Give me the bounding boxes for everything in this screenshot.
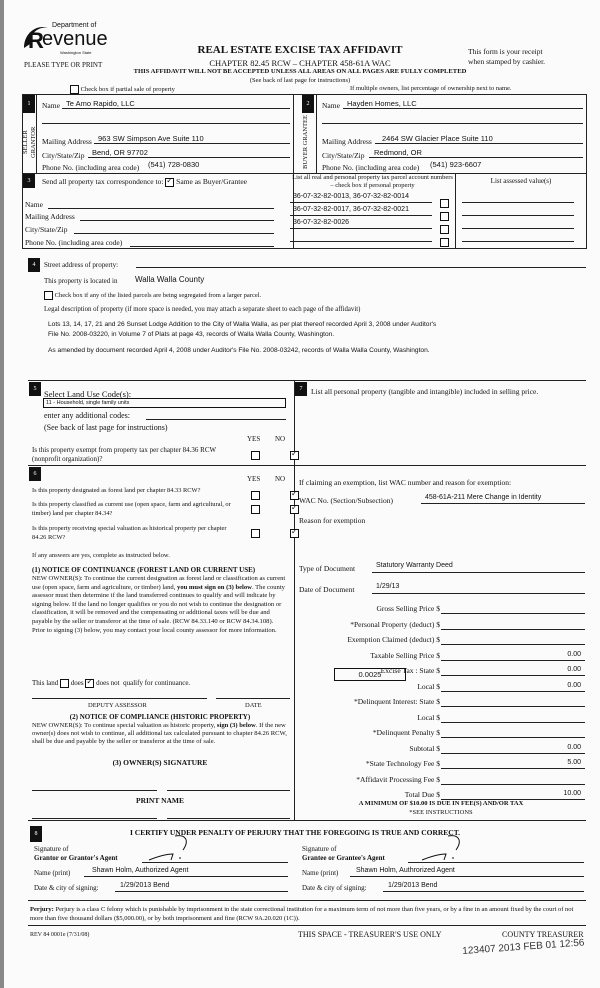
grantee-date-line [383, 891, 584, 892]
please-type: PLEASE TYPE OR PRINT [24, 61, 103, 69]
fee-line [441, 784, 585, 785]
logo-state: Washington State [60, 50, 92, 55]
fee-value[interactable]: 0.00 [567, 682, 581, 689]
perjury-text: Perjury is a class C felony which is punishable by imprisonment in the state correctional institution for a maximum term of not more than five years, or by a fine in an amount fixed by the court of not more than five thousand dollars ($5,000.00), or by both imprisonment and fine (RCW 9A.20.020 (1C)). [30, 906, 574, 922]
fee-value[interactable]: 0.00 [567, 744, 581, 751]
seller-name-label: Name [42, 101, 60, 110]
assessed-value-line[interactable] [462, 215, 574, 216]
partial-sale-row [70, 85, 175, 94]
sec7-bottom-rule [294, 465, 586, 466]
fee-line [441, 644, 585, 645]
grantee-name-line [350, 876, 584, 877]
street-label: Street address of property: [44, 261, 119, 269]
buyer-city-value[interactable]: Redmond, OR [374, 148, 422, 157]
grantee-sig-line[interactable] [408, 862, 584, 863]
buyer-city-label: City/State/Zip [322, 151, 365, 160]
grantee-date-label: Date & city of signing: [302, 884, 367, 892]
grantor-date-label: Date & city of signing: [34, 884, 99, 892]
seller-side-label: SELLER GRANTOR [22, 126, 37, 159]
section-2-badge: 2 [302, 95, 314, 113]
fee-label: Taxable Selling Price $ [370, 651, 440, 660]
grantor-name-line [84, 876, 288, 877]
if-yes-note: If any answers are yes, complete as instructed below. [32, 552, 170, 559]
land-use-value: 11 - Household, single family units [46, 400, 130, 406]
logo-word: evenue [42, 28, 108, 50]
fee-label: *State Technology Fee $ [365, 759, 440, 768]
grantor-date-line [115, 891, 288, 892]
exempt-no-checkbox[interactable] [290, 451, 299, 460]
fee-value[interactable]: 10.00 [563, 790, 581, 797]
grantee-sig-label-2: Grantee or Grantee's Agent [302, 854, 385, 862]
assessed-value-line[interactable] [462, 241, 574, 242]
print-name-line-2[interactable] [167, 818, 290, 819]
corr-city-line[interactable] [74, 233, 274, 234]
correspondence-row [42, 177, 247, 187]
correspondence-label: Send all property tax correspondence to: [42, 177, 164, 186]
buyer-address-value[interactable]: 2464 SW Glacier Place Suite 110 [382, 134, 493, 143]
segregated-row [44, 291, 261, 300]
seller-address-label: Mailing Address [42, 137, 92, 146]
owner-signature-label: (3) OWNER(S) SIGNATURE [112, 758, 208, 767]
segregated-checkbox[interactable] [44, 291, 53, 300]
grantee-name-value[interactable]: Shawn Holm, Authrorized Agent [356, 867, 455, 874]
doc-type-line [372, 572, 585, 573]
notice2-body [32, 722, 288, 746]
does-checkbox[interactable] [60, 679, 69, 688]
see-back-label: (See back of last page for instructions) [44, 423, 168, 432]
fee-line [441, 753, 585, 754]
section-7-badge: 7 [295, 382, 307, 396]
receipt-note-1: This form is your receipt [468, 47, 543, 56]
buyer-address-label: Mailing Address [322, 137, 372, 146]
doc-date-value[interactable]: 1/29/13 [376, 583, 400, 590]
grantor-name-label: Name (print) [34, 869, 71, 877]
partial-sale-label: Check box if partial sale of property [80, 85, 175, 93]
parcel-number-line [290, 228, 432, 229]
grantee-name-label: Name (print) [302, 869, 339, 877]
parcel-number[interactable]: 36-07-32-82-0026 [293, 219, 350, 226]
fee-label: Local $ [417, 713, 440, 722]
perjury-note [30, 905, 586, 923]
corr-address-line[interactable] [80, 220, 274, 221]
notice2-text-b: . If the new owner(s) does not wish to continue, all additional tax calculated pursuant to chapter 84.26 RCW, shall be due and payable by the seller or transferor at the time of sale. [32, 722, 287, 745]
doc-type-value[interactable]: Statutory Warranty Deed [376, 562, 453, 569]
personal-property-label: List all personal property (tangible and intangible) included in selling price. [311, 387, 539, 396]
parcel-number-line [290, 215, 432, 216]
form-subtitle: CHAPTER 82.45 RCW – CHAPTER 458-61A WAC [209, 58, 391, 68]
deputy-assessor-label: DEPUTY ASSESSOR [88, 702, 147, 709]
dor-logo [18, 14, 108, 58]
buyer-name-label: Name [322, 101, 340, 110]
seller-phone-value[interactable]: (541) 728-0830 [148, 160, 200, 169]
fee-label: Excise Tax : State $ [380, 666, 440, 675]
street-address-line[interactable] [136, 267, 586, 268]
section-3-badge: 3 [23, 174, 35, 188]
sec6-yes-checkbox[interactable] [251, 491, 260, 500]
owner-sig-line-1[interactable] [32, 790, 157, 791]
assessed-header: List assessed value(s) [490, 177, 552, 185]
buyer-name-value[interactable]: Hayden Homes, LLC [347, 99, 417, 108]
personal-property-checkbox[interactable] [440, 199, 449, 208]
sec6-no-checkbox[interactable] [290, 491, 299, 500]
personal-property-checkbox[interactable] [440, 238, 449, 247]
land-use-label: Select Land Use Code(s): [44, 389, 132, 399]
sec6-question-text: Is this property designated as forest land per chapter 84.33 RCW? [32, 487, 201, 494]
grantor-name-value[interactable]: Shawn Holm, Authorized Agent [92, 867, 189, 874]
instructions-line: (See back of last page for instructions) [249, 77, 351, 84]
notice2-text-a: NEW OWNER(S): To continue special valuation as historic property, [32, 722, 216, 729]
sec6-question-text: Is this property classified as current use (open space, farm and agricultural, or timber) land per chapter 84.34? [32, 501, 231, 517]
logo-initial: R [28, 28, 44, 53]
fee-label: Exemption Claimed (deduct) $ [347, 635, 440, 644]
grantee-signature-icon [418, 832, 468, 862]
same-as-buyer-label: Same as Buyer/Grantee [176, 177, 247, 186]
this-land-label: This land [32, 679, 59, 688]
seller-name-value[interactable]: Te Amo Rapido, LLC [66, 99, 135, 108]
buyer-address-line [375, 143, 583, 144]
scan-edge [0, 0, 4, 988]
notice1-text-b: . The county assessor must then determine if the land transferred continues to qualify and will indicate by signing below. If the land no longer qualifies or you do not wish to continue the designation or classification, it will be removed and the compensating or additional taxes will be due and payable by the seller or transferor at the time of sale. (RCW 84.33.140 or RCW 84.34.108). Prior to signing (3) below, you may contact your local county assessor for more information. [32, 583, 285, 634]
seller-city-label: City/State/Zip [42, 151, 85, 160]
sec6-no-checkbox[interactable] [290, 505, 299, 514]
fee-line [441, 768, 585, 769]
notice1-bold: you must sign on (3) below [177, 583, 252, 591]
fee-label: *Delinquent Interest: State $ [353, 697, 440, 706]
notice2-bold: sign (3) below [216, 722, 256, 729]
receipt-note-2: when stamped by cashier. [468, 57, 546, 66]
receipt-stamp: 123407 2013 FEB 01 12:56 [462, 937, 585, 957]
sec6-yes-header: YES [247, 475, 261, 483]
section-1-badge: 1 [23, 95, 35, 113]
same-as-buyer-checkbox[interactable] [165, 178, 174, 187]
seller-address-line [94, 143, 290, 144]
fee-label: Subtotal $ [409, 744, 440, 753]
grantee-sig-label-1: Signature of [302, 845, 337, 853]
footer-top-rule [28, 900, 586, 901]
additional-codes-line[interactable] [146, 419, 286, 420]
buyer-side-rule [316, 94, 317, 173]
seller-city-line [88, 157, 290, 158]
corr-name-label: Name [25, 200, 43, 209]
seller-city-value[interactable]: Bend, OR 97702 [92, 148, 148, 157]
certify-statement: I CERTIFY UNDER PENALTY OF PERJURY THAT THE FOREGOING IS TRUE AND CORRECT. [130, 828, 461, 837]
legal-line-3: As amended by document recorded April 4, 2008 under Auditor's File No. 2008-03242, records of Walla Walla County, Washington. [48, 347, 430, 354]
partial-sale-checkbox[interactable] [70, 85, 79, 94]
sec6-question-text: Is this property receiving special valuation as historical property per chapter 84.26 RCW? [32, 525, 227, 541]
print-name-label: PRINT NAME [136, 796, 184, 805]
notice1-body [32, 575, 288, 635]
mid-box-divider [294, 380, 295, 820]
fee-label: *Personal Property (deduct) $ [350, 620, 440, 629]
notice2-title: (2) NOTICE OF COMPLIANCE (HISTORIC PROPERTY) [69, 713, 251, 721]
grantor-sig-label-1: Signature of [34, 845, 69, 853]
buyer-name-line [343, 108, 583, 109]
reason-label: Reason for exemption [299, 516, 366, 525]
corr-address-label: Mailing Address [25, 212, 75, 221]
perjury-bold: Perjury: [30, 906, 54, 913]
fee-value[interactable]: 0.00 [567, 666, 581, 673]
fee-label: Gross Selling Price $ [376, 604, 440, 613]
section-6-badge: 6 [29, 467, 41, 481]
wac-value[interactable]: 458-61A-211 Mere Change in Identity [425, 494, 542, 501]
exempt-yes-checkbox[interactable] [251, 451, 260, 460]
parcel-number-line [290, 202, 432, 203]
buyer-name-line-2 [322, 123, 583, 124]
fee-line [441, 737, 585, 738]
wac-line [421, 503, 585, 504]
notice1-text-a: NEW OWNER(S): To continue the current designation as forest land or classification as current use (open space, farm and agriculture, or timber) land, [32, 575, 286, 591]
parcel-number[interactable]: 36-07-32-82-0017, 36-07-32-82-0021 [293, 206, 409, 213]
personal-property-checkbox[interactable] [440, 212, 449, 221]
does-label: does [70, 679, 84, 688]
sec6-no-header: NO [275, 475, 286, 483]
doc-date-line [372, 593, 585, 594]
fee-value[interactable]: 5.00 [567, 759, 581, 766]
footer-bottom-rule [28, 925, 586, 926]
grantor-signature-icon [145, 832, 195, 862]
minimum-note: A MINIMUM OF $10.00 IS DUE IN FEE(S) AND/OR TAX [358, 800, 524, 807]
parcel-number-line [290, 241, 432, 242]
parcel-header: List all real and personal property tax parcel account numbers – check box if personal property [292, 174, 453, 189]
land-use-select[interactable] [43, 398, 286, 408]
form-id: REV 84 0001e (7/31/08) [30, 932, 90, 938]
fee-label: *Delinquent Penalty $ [372, 728, 440, 737]
fee-label: Local $ [417, 682, 440, 691]
does-not-label: does not [96, 679, 120, 688]
treasurer-use-label: THIS SPACE - TREASURER'S USE ONLY [298, 930, 442, 939]
fee-line [441, 613, 585, 614]
corr-name-line[interactable] [48, 208, 274, 209]
grantor-date-value[interactable]: 1/29/2013 Bend [120, 882, 170, 889]
section-8-badge: 8 [30, 826, 42, 842]
form-title: REAL ESTATE EXCISE TAX AFFIDAVIT [197, 44, 403, 56]
buyer-city-line [369, 157, 583, 158]
buyer-phone-value[interactable]: (541) 923-6607 [430, 160, 482, 169]
buyer-phone-label: Phone No. (including area code) [322, 163, 420, 172]
fee-label: Total Due $ [404, 790, 440, 799]
wac-label: WAC No. (Section/Subsection) [299, 496, 393, 505]
sec5-bottom-rule [28, 465, 294, 466]
print-name-line-1[interactable] [32, 818, 157, 819]
exemption-label: If claiming an exemption, list WAC number and reason for exemption: [299, 478, 512, 487]
sec6-yes-checkbox[interactable] [251, 505, 260, 514]
deputy-date-label: DATE [245, 702, 262, 709]
sec6-yes-checkbox[interactable] [251, 529, 260, 538]
fee-line [441, 675, 585, 676]
continuance-row [32, 679, 190, 688]
buyer-side-label: BUYER GRANTEE [302, 115, 309, 170]
corr-city-label: City/State/Zip [25, 225, 68, 234]
exempt-question: Is this property exempt from property tax per chapter 84.36 RCW (nonprofit organization)? [32, 446, 216, 463]
grantor-sig-line[interactable] [142, 862, 288, 863]
fee-label: *Affidavit Processing Fee $ [356, 775, 440, 784]
grantor-sig-label-2: Grantor or Grantor's Agent [34, 854, 118, 862]
deputy-assessor-line[interactable] [32, 698, 207, 699]
additional-codes-label: enter any additional codes: [44, 411, 130, 420]
see-instructions-note: *SEE INSTRUCTIONS [409, 809, 473, 816]
fee-line [441, 722, 585, 723]
multiple-owners-note: If multiple owners, list percentage of ownership next to name. [350, 85, 512, 92]
logo-line1: Department of [52, 22, 97, 29]
county-treasurer-label: COUNTY TREASURER [502, 930, 584, 939]
legal-label: Legal description of property (if more space is needed, you may attach a separate sheet to each page of the affidavit) [44, 306, 361, 313]
legal-line-2: File No. 2008-03220, in Volume 7 of Plats at page 43, records of Walla Walla County, Washington. [48, 331, 335, 338]
sec5-no-header: NO [275, 435, 286, 443]
fee-line [441, 660, 585, 661]
owner-sig-line-2[interactable] [167, 790, 290, 791]
segregated-label: Check box if any of the listed parcels are being segregated from a larger parcel. [54, 291, 262, 299]
seller-name-line [62, 108, 290, 109]
parcel-number[interactable]: 36-07-32-82-0013, 36-07-32-82-0014 [293, 193, 409, 200]
grantee-date-value[interactable]: 1/29/2013 Bend [388, 882, 438, 889]
seller-phone-label: Phone No. (including area code) [42, 163, 140, 172]
warning-line: THIS AFFIDAVIT WILL NOT BE ACCEPTED UNLESS ALL AREAS ON ALL PAGES ARE FULLY COMPLETED [133, 68, 467, 75]
fee-line [441, 691, 585, 692]
section-4-badge: 4 [28, 258, 40, 272]
sec8-top-rule [28, 820, 586, 821]
county-value[interactable]: Walla Walla County [135, 275, 205, 284]
mid-box-top [28, 380, 586, 381]
fee-line [441, 706, 585, 707]
does-not-checkbox[interactable] [85, 679, 94, 688]
fee-line [441, 629, 585, 630]
section-5-badge: 5 [29, 382, 41, 396]
sec5-yes-header: YES [247, 435, 261, 443]
corr-phone-label: Phone No. (including area code) [25, 238, 123, 247]
local-rate-value: 0.0025 [358, 670, 382, 679]
seller-name-line-2 [42, 123, 290, 124]
corr-phone-line[interactable] [130, 246, 274, 247]
fee-value[interactable]: 0.00 [567, 651, 581, 658]
sec6-no-checkbox[interactable] [290, 529, 299, 538]
assessed-value-line[interactable] [462, 228, 574, 229]
qualify-label: qualify for continuance. [123, 679, 191, 688]
legal-line-1: Lots 13, 14, 17, 21 and 26 Sunset Lodge Addition to the City of Walla Walla, as per plat thereof recorded April 3, 2008 under Auditor's [48, 321, 437, 328]
personal-property-checkbox[interactable] [440, 225, 449, 234]
seller-address-value[interactable]: 963 SW Simpson Ave Suite 110 [98, 134, 204, 143]
deputy-date-line[interactable] [216, 698, 290, 699]
doc-date-label: Date of Document [299, 585, 355, 594]
doc-type-label: Type of Document [299, 564, 356, 573]
assessed-value-line[interactable] [462, 202, 574, 203]
located-label: This property is located in [44, 277, 118, 285]
notice1-title: (1) NOTICE OF CONTINUANCE (FOREST LAND OR CURRENT USE) [32, 566, 256, 574]
